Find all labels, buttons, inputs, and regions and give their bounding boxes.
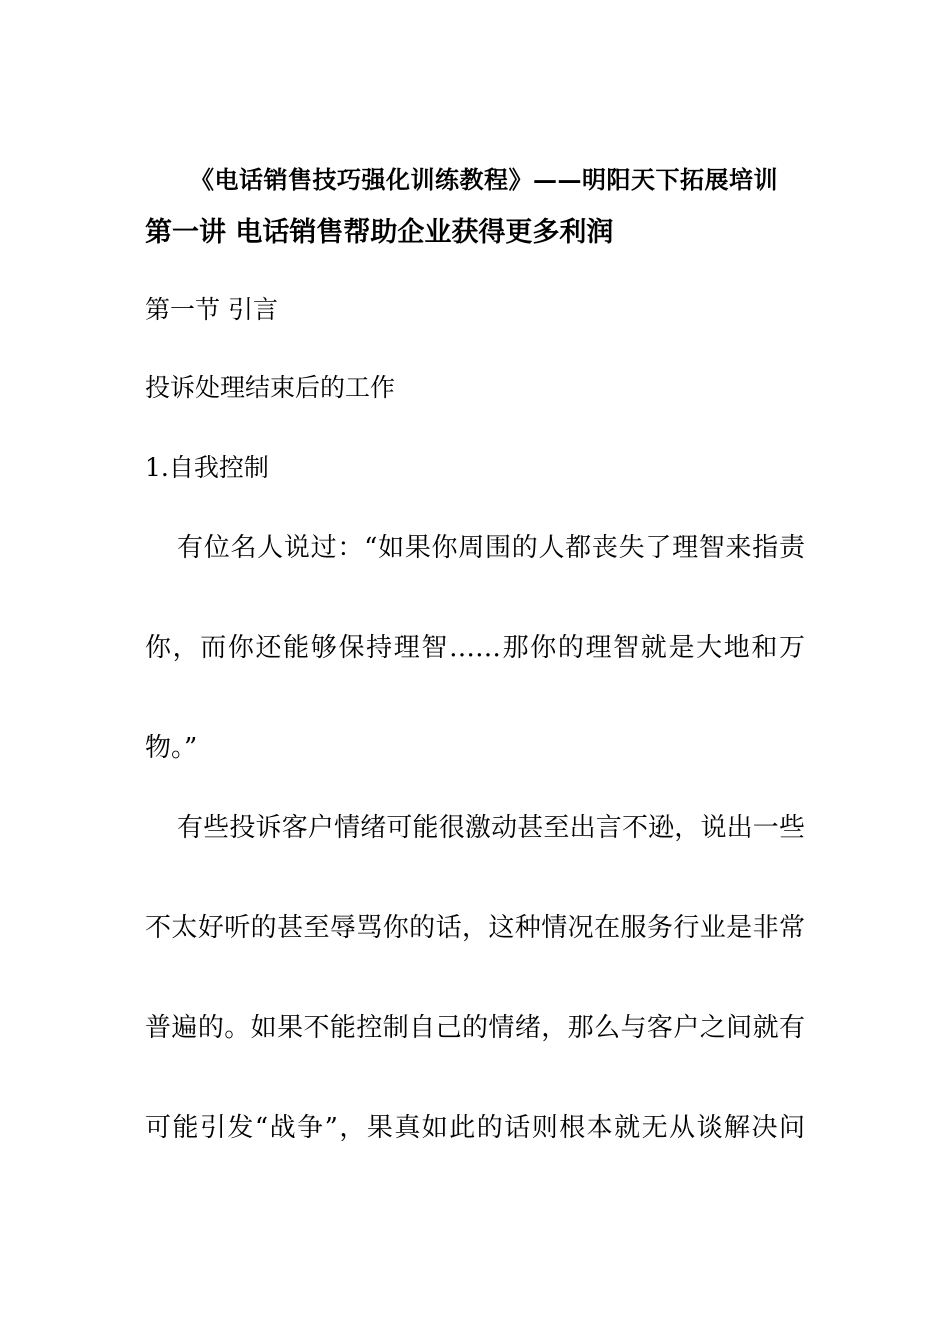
section-heading: 第一节 引言 [145, 295, 278, 324]
document-title: 《电话销售技巧强化训练教程》——明阳天下拓展培训 [190, 165, 778, 194]
paragraph-2-line-3: 普遍的。如果不能控制自己的情绪，那么与客户之间就有 [145, 1013, 805, 1043]
paragraph-2-line-4: 可能引发“战争”，果真如此的话则根本就无从谈解决问 [145, 1113, 805, 1143]
topic-heading: 投诉处理结束后的工作 [145, 373, 396, 402]
paragraph-1-line-2: 你，而你还能够保持理智……那你的理智就是大地和万 [145, 633, 805, 663]
paragraph-1-line-3: 物。” [145, 733, 198, 763]
paragraph-2-line-2: 不太好听的甚至辱骂你的话，这种情况在服务行业是非常 [145, 913, 805, 943]
lecture-heading: 第一讲 电话销售帮助企业获得更多利润 [145, 217, 614, 248]
subpoint-heading: 1.自我控制 [145, 453, 269, 482]
paragraph-2-line-1: 有些投诉客户情绪可能很激动甚至出言不逊，说出一些 [177, 813, 805, 843]
paragraph-1-line-1: 有位名人说过：“如果你周围的人都丧失了理智来指责 [177, 533, 805, 563]
